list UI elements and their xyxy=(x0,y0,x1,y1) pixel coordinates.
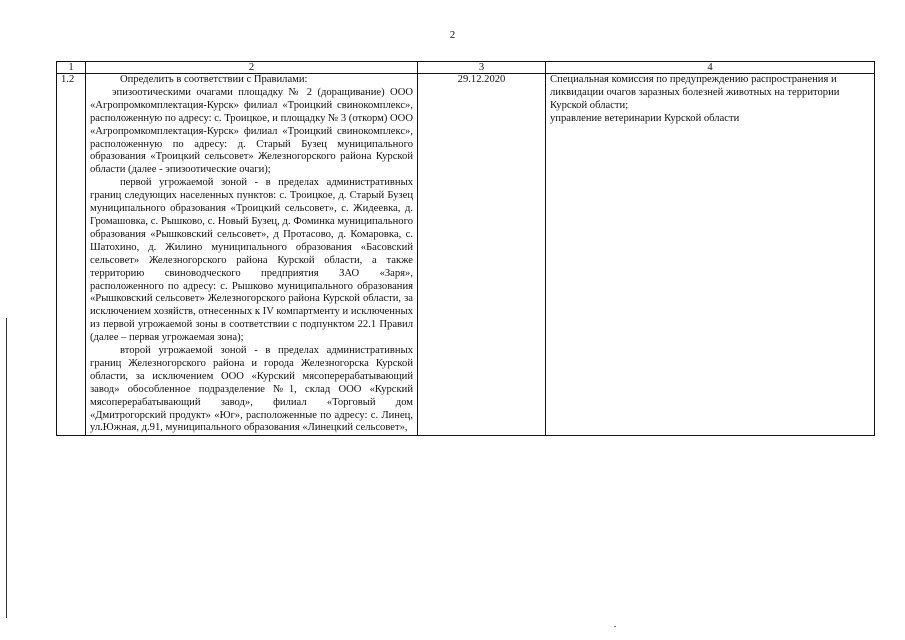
item-number: 1.2 xyxy=(57,74,86,436)
column-header-3: 3 xyxy=(418,62,546,74)
responsible-commission: Специальная комиссия по предупреждению распространения и ликвидации очагов заразных болезней животных на территории Курской области; xyxy=(550,74,840,111)
item-content xyxy=(86,74,418,436)
scan-speck xyxy=(614,626,616,627)
scan-margin-line xyxy=(6,318,7,618)
item-date: 29.12.2020 xyxy=(418,74,546,436)
content-episootic-foci: эпизоотическими очагами площадку № 2 (доращивание) ООО «Агропромкомплектация-Курск» филиал «Троицкий свинокомплекс», расположенную по адресу: с. Троицкое, и площадку № 3 (откорм) ООО «Агропромкомплектация-Курск» филиал «Троицкий свинокомплекс», расположенную по адресу: д. Старый Бузец муниципального образования «Троицкий сельсовет» Железногорского района Курской области (далее - эпизоотические очаги); xyxy=(90,86,413,176)
table-row xyxy=(57,74,875,436)
page-number: 2 xyxy=(449,29,456,41)
content-first-zone: первой угрожаемой зоной - в пределах административных границ следующих населенных пунктов: с. Троицкое, д. Старый Бузец муниципального образования «Троицкий сельсовет», с. Жидеевка, д. Громашовка, с. Рышково, с. Новый Бузец, д. Фоминка муниципального образования «Рышковский сельсовет», д Протасово, д. Комаровка, с. Шатохино, д. Жилино муниципального образования «Басовский сельсовет» Железногорского района Курской области, а также территорию свиноводческого предприятия ЗАО «Заря», расположенного по адресу: с. Рышково муниципального образования «Рышковский сельсовет» Железногорского района Курской области, за исключением хозяйств, отнесенных к IV компартменту и исключенных из первой угрожаемой зоны в соответствии с подпунктом 22.1 Правил (далее – первая угрожаемая зона); xyxy=(90,177,413,344)
column-header-1: 1 xyxy=(57,62,86,74)
column-header-2: 2 xyxy=(86,62,418,74)
column-header-4: 4 xyxy=(546,62,875,74)
content-second-zone: второй угрожаемой зоной - в пределах административных границ Железногорского района и города Железногорска Курской области, за исключением ООО «Курский мясоперерабатывающий завод» обособленное подразделение №1, склад ООО «Курский мясоперерабатывающий завод», филиал «Торговый дом «Дмитрогорский продукт» «Юг», расположенные по адресу: с. Линец, ул.Южная, д.91, муниципального образования «Линецкий сельсовет», xyxy=(90,345,413,434)
table-header-row xyxy=(57,62,875,74)
decision-table xyxy=(56,61,875,436)
item-responsible xyxy=(546,74,875,436)
content-intro: Определить в соответствии с Правилами: xyxy=(120,74,308,85)
responsible-vet-department: управление ветеринарии Курской области xyxy=(550,112,740,124)
